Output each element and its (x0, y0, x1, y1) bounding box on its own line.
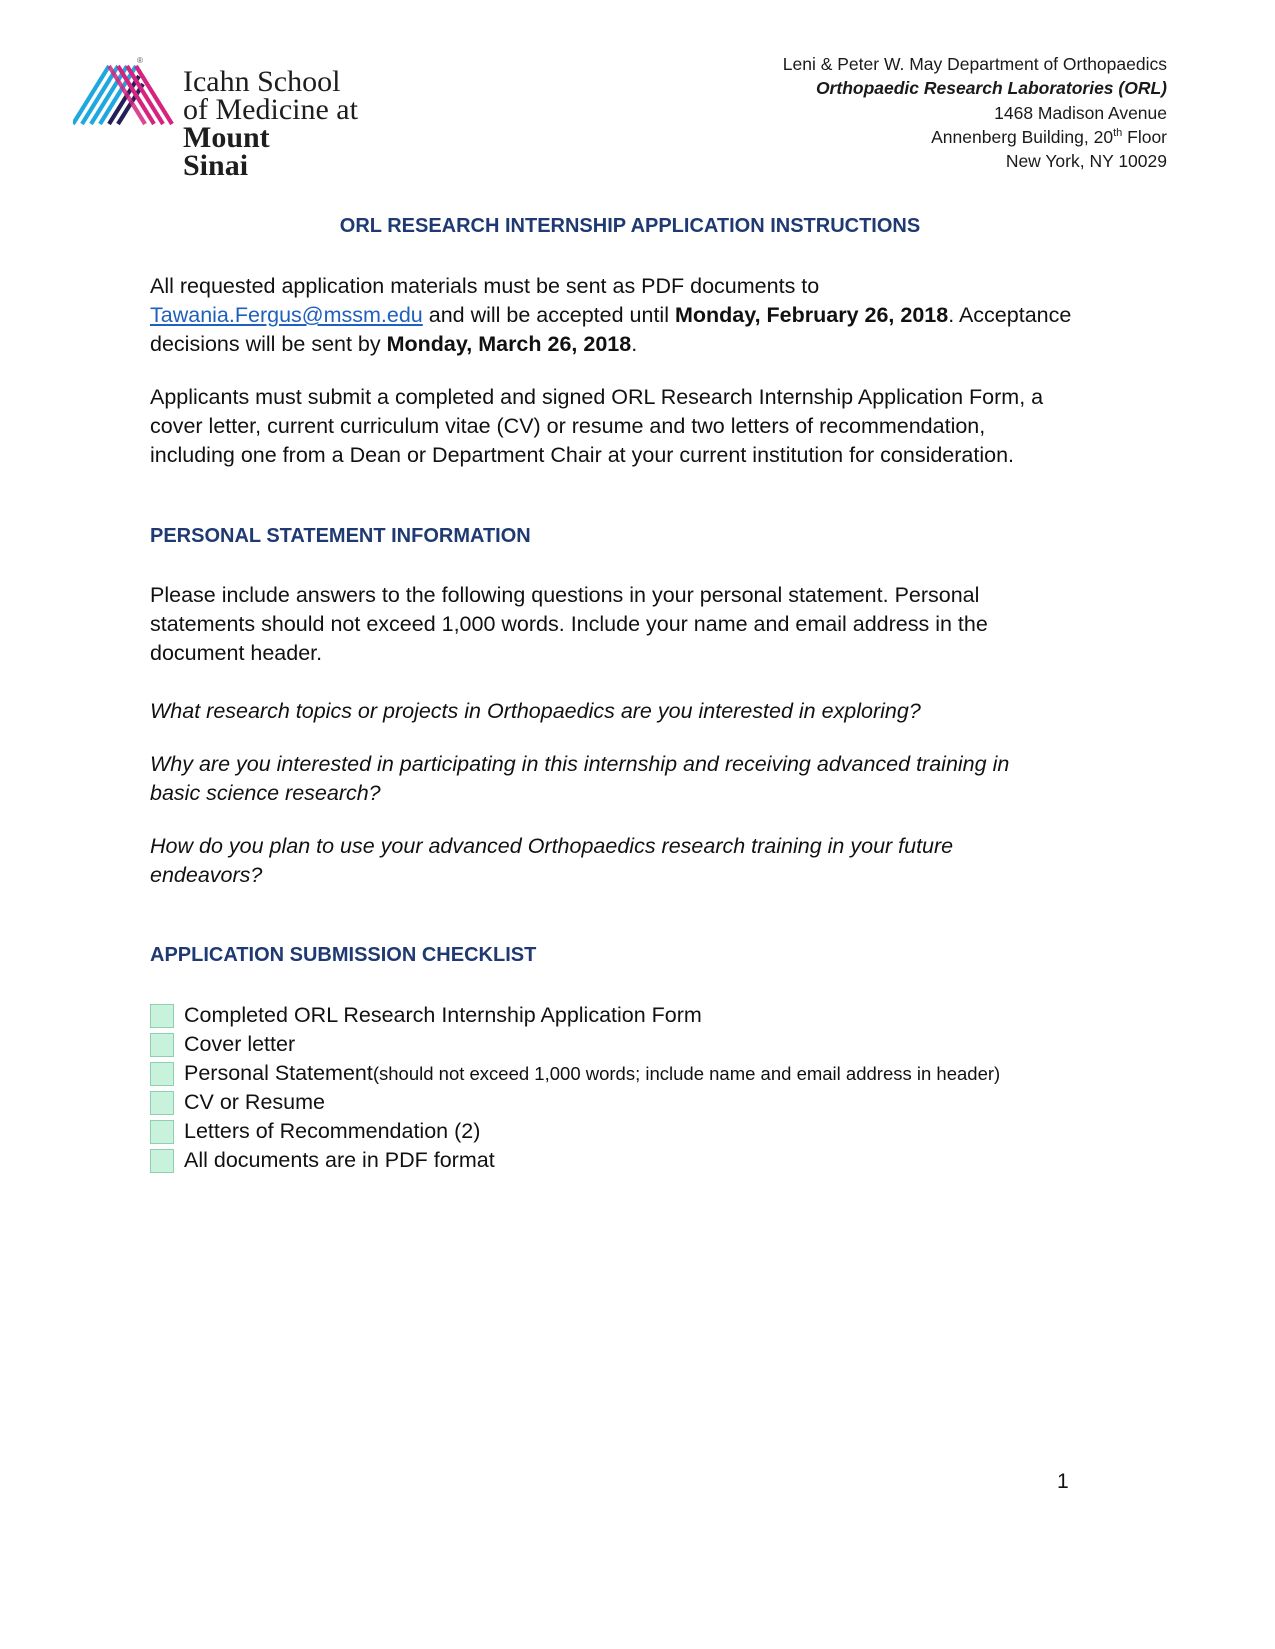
checklist-item-label: Cover letter (184, 1032, 296, 1056)
question-1: What research topics or projects in Orthopaedics are you interested in exploring? (150, 699, 921, 723)
checklist-item-pdf-format (150, 1146, 1000, 1175)
checklist-item-application-form (150, 1001, 1000, 1030)
city-state-zip: New York, NY 10029 (1005, 151, 1167, 172)
checklist-item-label: All documents are in PDF format (184, 1148, 495, 1172)
submission-instructions: All requested application materials must be sent as PDF documents to Tawania.Fergus@mssm.edu and will be accepted until Monday, February 26, 2018. Acceptance decisions will be sent by Monday, March 26, 2018. (150, 274, 1072, 356)
registered-mark: ® (137, 56, 143, 65)
checklist-item-recommendations (150, 1117, 1000, 1146)
checklist-item-personal-statement (150, 1059, 1000, 1088)
building-floor: Annenberg Building, 20th Floor (931, 126, 1167, 147)
checklist-item-cv (150, 1088, 1000, 1117)
personal-statement-intro: Please include answers to the following questions in your personal statement. Personal statements should not exceed 1,000 words. Include your name and email address in the document header. (150, 583, 988, 665)
checklist-item-label: CV or Resume (184, 1090, 325, 1114)
checklist-item-note: (should not exceed 1,000 words; include name and email address in header) (372, 1063, 1001, 1084)
checklist-item-label: Letters of Recommendation (2) (184, 1119, 481, 1143)
checklist-item-cover-letter (150, 1030, 1000, 1059)
checklist-heading: APPLICATION SUBMISSION CHECKLIST (150, 944, 537, 966)
question-2: Why are you interested in participating in this internship and receiving advanced training in basic science research? (150, 752, 1010, 805)
lab-name: Orthopaedic Research Laboratories (ORL) (815, 78, 1167, 99)
street-address: 1468 Madison Avenue (994, 102, 1167, 123)
personal-statement-heading: PERSONAL STATEMENT INFORMATION (150, 525, 531, 547)
deadline-date: Monday, February 26, 2018 (674, 303, 949, 327)
submission-checklist (150, 1001, 1000, 1175)
checkbox[interactable] (150, 1062, 174, 1086)
logo-line-4: Sinai (183, 149, 249, 182)
checkbox[interactable] (150, 1004, 174, 1028)
logo-wordmark (183, 65, 358, 182)
logo-stripes-icon (73, 58, 178, 128)
checklist-item-label: Personal Statement (184, 1061, 373, 1085)
department-address (783, 52, 1167, 173)
checkbox[interactable] (150, 1149, 174, 1173)
email-link[interactable]: Tawania.Fergus@mssm.edu (150, 303, 423, 327)
question-3: How do you plan to use your advanced Orthopaedics research training in your future endeavors? (150, 834, 954, 887)
logo-line-3: Mount (183, 121, 270, 154)
department-name: Leni & Peter W. May Department of Orthopaedics (782, 54, 1167, 74)
checklist-item-label: Completed ORL Research Internship Application Form (184, 1003, 702, 1027)
requirements-paragraph: Applicants must submit a completed and signed ORL Research Internship Application Form, a cover letter, current curriculum vitae (CV) or resume and two letters of recommendation, including one from a Dean or Department Chair at your current institution for consideration. (150, 385, 1044, 467)
checkbox[interactable] (150, 1120, 174, 1144)
logo-line-2: of Medicine at (183, 93, 358, 126)
logo-line-1: Icahn School (183, 65, 341, 98)
decision-date: Monday, March 26, 2018 (386, 332, 632, 356)
page-number: 1 (1057, 1470, 1069, 1493)
institution-logo (73, 58, 383, 188)
checkbox[interactable] (150, 1033, 174, 1057)
checkbox[interactable] (150, 1091, 174, 1115)
page-title: ORL RESEARCH INTERNSHIP APPLICATION INSTRUCTIONS (339, 215, 921, 237)
